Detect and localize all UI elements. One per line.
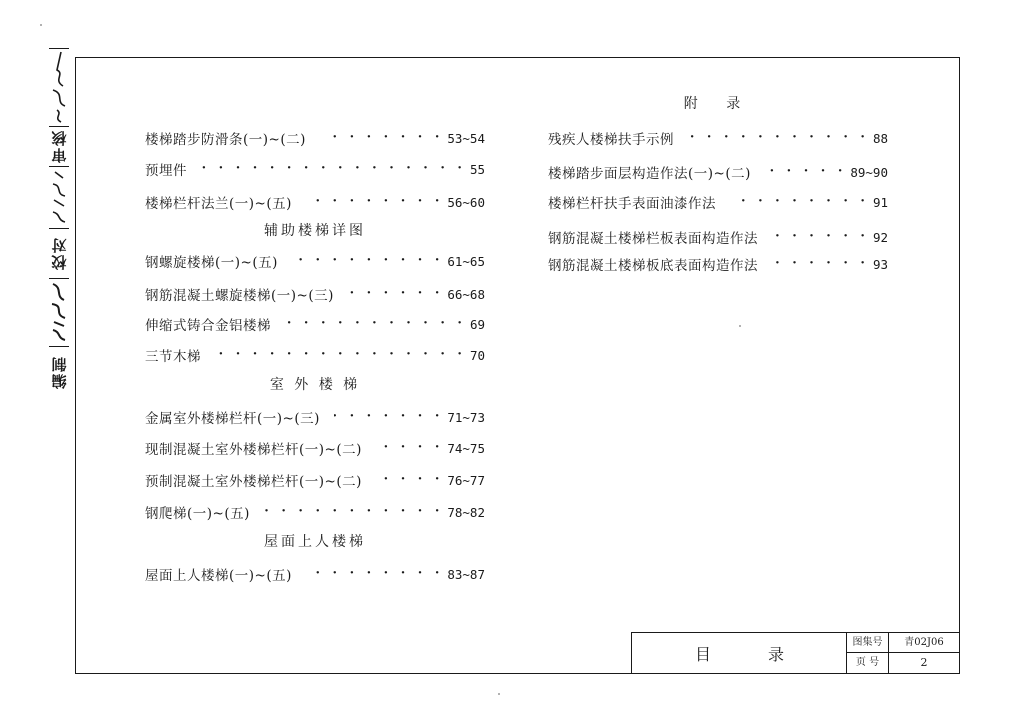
entry-title: 现制混凝土室外楼梯栏杆(一)~(二)	[145, 442, 362, 458]
section-heading: 辅助楼梯详图	[264, 223, 366, 239]
atlas-number-value: 青02J06	[904, 637, 944, 648]
entry-pages: 71~73	[447, 409, 485, 425]
checker-signature-icon	[47, 168, 71, 226]
toc-entry	[145, 437, 485, 459]
entry-title: 钢筋混凝土螺旋楼梯(一)~(三)	[145, 288, 334, 304]
leader-dots	[730, 191, 869, 213]
entry-title: 预制混凝土室外楼梯栏杆(一)~(二)	[145, 474, 362, 490]
leader-dots	[334, 406, 443, 428]
leader-dots	[772, 226, 869, 248]
leader-dots	[348, 283, 443, 305]
leader-dots	[264, 501, 443, 523]
toc-entry	[548, 226, 888, 248]
scan-speck	[40, 24, 42, 26]
check-label: 校对	[50, 236, 69, 270]
entry-title: 钢筋混凝土楼梯板底表面构造作法	[548, 258, 758, 274]
entry-pages: 69	[469, 316, 485, 332]
leader-dots	[306, 563, 443, 585]
leader-dots	[688, 127, 869, 149]
entry-title: 楼梯踏步防滑条(一)~(二)	[145, 132, 306, 148]
entry-pages: 91	[872, 194, 888, 210]
leader-dots	[376, 469, 443, 491]
entry-pages: 55	[469, 161, 485, 177]
entry-pages: 74~75	[447, 440, 485, 456]
toc-entry	[145, 158, 485, 180]
toc-entry	[548, 127, 888, 149]
strip-divider	[49, 166, 69, 167]
page-number-label: 页 号	[855, 657, 880, 668]
toc-entry	[145, 313, 485, 335]
leader-dots	[376, 437, 443, 459]
entry-title: 预埋件	[145, 163, 187, 179]
toc-entry	[145, 501, 485, 523]
entry-pages: 93	[872, 256, 888, 272]
entry-pages: 56~60	[447, 194, 485, 210]
toc-entry	[548, 191, 888, 213]
entry-title: 伸缩式铸合金铝楼梯	[145, 318, 271, 334]
toc-entry	[145, 344, 485, 366]
compile-label: 编制	[50, 355, 69, 389]
toc-entry	[145, 250, 485, 272]
toc-entry	[145, 283, 485, 305]
leader-dots	[320, 127, 443, 149]
review-label: 审核	[50, 129, 69, 163]
entry-title: 屋面上人楼梯(一)~(五)	[145, 568, 292, 584]
entry-pages: 88	[872, 130, 888, 146]
toc-entry	[145, 406, 485, 428]
atlas-number-label: 图集号	[852, 637, 883, 648]
entry-pages: 89~90	[850, 164, 888, 180]
scan-speck	[498, 693, 500, 695]
strip-divider	[49, 346, 69, 347]
strip-top-line	[49, 48, 69, 49]
entry-title: 楼梯栏杆扶手表面油漆作法	[548, 196, 716, 212]
entry-pages: 66~68	[447, 286, 485, 302]
entry-title: 三节木梯	[145, 349, 201, 365]
entry-title: 钢螺旋楼梯(一)~(五)	[145, 255, 278, 271]
entry-pages: 83~87	[447, 566, 485, 582]
toc-entry	[145, 127, 485, 149]
entry-pages: 70	[469, 347, 485, 363]
toc-entry	[145, 469, 485, 491]
strip-divider	[49, 126, 69, 127]
leader-dots	[292, 250, 443, 272]
entry-title: 楼梯栏杆法兰(一)~(五)	[145, 196, 292, 212]
entry-pages: 61~65	[447, 253, 485, 269]
strip-divider	[49, 278, 69, 279]
entry-title: 残疾人楼梯扶手示例	[548, 132, 674, 148]
section-heading: 室 外 楼 梯	[269, 377, 361, 393]
toc-entry	[145, 191, 485, 213]
entry-title: 钢爬梯(一)~(五)	[145, 506, 250, 522]
reviewer-signature-icon	[47, 50, 71, 124]
toc-entry	[548, 253, 888, 275]
section-heading: 屋面上人楼梯	[264, 534, 366, 550]
toc-entry	[548, 161, 888, 183]
entry-pages: 78~82	[447, 504, 485, 520]
leader-dots	[306, 191, 443, 213]
entry-pages: 76~77	[447, 472, 485, 488]
strip-divider	[49, 228, 69, 229]
leader-dots	[285, 313, 466, 335]
approval-strip	[47, 48, 71, 398]
entry-pages: 53~54	[447, 130, 485, 146]
leader-dots	[765, 161, 846, 183]
page-number-value: 2	[920, 656, 928, 669]
scan-speck	[739, 325, 741, 327]
leader-dots	[772, 253, 869, 275]
appendix-heading: 附 录	[683, 96, 753, 112]
entry-pages: 92	[872, 229, 888, 245]
entry-title: 钢筋混凝土楼梯栏板表面构造作法	[548, 231, 758, 247]
title-block	[631, 632, 960, 674]
compiler-signature-icon	[47, 280, 71, 344]
entry-title: 金属室外楼梯栏杆(一)~(三)	[145, 411, 320, 427]
leader-dots	[215, 344, 466, 366]
toc-entry	[145, 563, 485, 585]
entry-title: 楼梯踏步面层构造作法(一)~(二)	[548, 166, 751, 182]
leader-dots	[201, 158, 466, 180]
sheet-title: 目 录	[694, 644, 811, 664]
